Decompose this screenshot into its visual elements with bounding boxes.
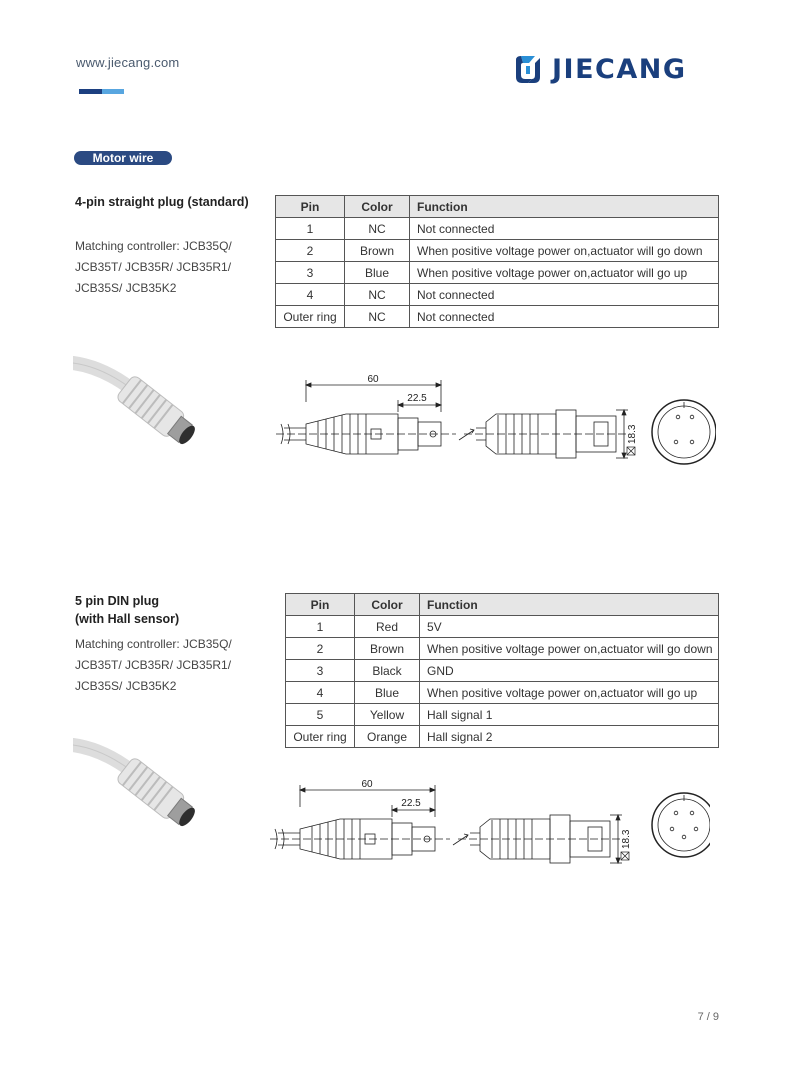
function-cell: Hall signal 1 (420, 704, 719, 726)
drawing-length-label: 60 (361, 779, 373, 790)
pin-cell: 3 (276, 262, 345, 284)
function-cell: When positive voltage power on,actuator will go up (410, 262, 719, 284)
color-cell: NC (345, 284, 410, 306)
pin-cell: 3 (286, 660, 355, 682)
pin-cell: 4 (276, 284, 345, 306)
drawing-head-length-label: 22.5 (401, 798, 421, 809)
color-cell: Orange (355, 726, 420, 748)
color-cell: Red (355, 616, 420, 638)
pin-cell: 4 (286, 682, 355, 704)
plug-5pin-title-line2: (with Hall sensor) (75, 612, 180, 626)
section-badge: Motor wire (74, 151, 172, 165)
plug-4pin-table (275, 195, 719, 328)
plug-5pin-drawing (270, 777, 710, 872)
function-cell: 5V (420, 616, 719, 638)
table-row (276, 306, 719, 328)
pin-cell: 5 (286, 704, 355, 726)
color-cell: Brown (355, 638, 420, 660)
color-cell: NC (345, 306, 410, 328)
color-cell: Black (355, 660, 420, 682)
plug-4pin-title: 4-pin straight plug (standard) (75, 195, 249, 209)
drawing-head-length-label: 22.5 (407, 393, 427, 404)
pin-cell: 1 (286, 616, 355, 638)
accent-bar-light (102, 89, 124, 94)
pin-cell: 2 (286, 638, 355, 660)
function-cell: Not connected (410, 284, 719, 306)
pin-cell: Outer ring (286, 726, 355, 748)
plug-4pin-drawing (276, 372, 716, 467)
pin-cell: 1 (276, 218, 345, 240)
table-row (286, 726, 719, 748)
function-cell: When positive voltage power on,actuator will go down (410, 240, 719, 262)
table-row (286, 616, 719, 638)
pin-cell: Outer ring (276, 306, 345, 328)
table-row (286, 638, 719, 660)
header-color: Color (345, 196, 410, 218)
logo-text: JIECANG (552, 53, 687, 85)
header-pin: Pin (286, 594, 355, 616)
drawing-length-label: 60 (367, 374, 379, 385)
function-cell: Not connected (410, 306, 719, 328)
color-cell: Blue (345, 262, 410, 284)
function-cell: When positive voltage power on,actuator will go down (420, 638, 719, 660)
drawing-diameter-label: 18.3 (627, 424, 638, 444)
function-cell: When positive voltage power on,actuator will go up (420, 682, 719, 704)
header-accent-bar (79, 89, 124, 94)
function-cell: Hall signal 2 (420, 726, 719, 748)
table-row (276, 284, 719, 306)
accent-bar-dark (79, 89, 102, 94)
header-color: Color (355, 594, 420, 616)
header-function: Function (420, 594, 719, 616)
function-cell: GND (420, 660, 719, 682)
table-header-row (286, 594, 719, 616)
plug-5pin-description: Matching controller: JCB35Q/ JCB35T/ JCB35R/ JCB35R1/ JCB35S/ JCB35K2 (75, 637, 232, 693)
table-row (286, 704, 719, 726)
plug-5pin-photo (73, 727, 213, 852)
table-row (286, 660, 719, 682)
color-cell: Brown (345, 240, 410, 262)
page-number: 7 / 9 (697, 1011, 719, 1023)
color-cell: NC (345, 218, 410, 240)
table-row (276, 218, 719, 240)
table-row (276, 262, 719, 284)
header-function: Function (410, 196, 719, 218)
plug-4pin-photo (73, 345, 213, 470)
site-url[interactable]: www.jiecang.com (76, 55, 180, 70)
color-cell: Yellow (355, 704, 420, 726)
jiecang-logo-icon (512, 53, 544, 85)
company-logo (512, 52, 687, 86)
color-cell: Blue (355, 682, 420, 704)
plug-4pin-description: Matching controller: JCB35Q/ JCB35T/ JCB35R/ JCB35R1/ JCB35S/ JCB35K2 (75, 239, 232, 295)
plug-5pin-table (285, 593, 719, 748)
table-row (286, 682, 719, 704)
plug-5pin-title-line1: 5 pin DIN plug (75, 594, 160, 608)
pin-cell: 2 (276, 240, 345, 262)
table-row (276, 240, 719, 262)
table-header-row (276, 196, 719, 218)
drawing-diameter-label: 18.3 (621, 829, 632, 849)
function-cell: Not connected (410, 218, 719, 240)
header-pin: Pin (276, 196, 345, 218)
